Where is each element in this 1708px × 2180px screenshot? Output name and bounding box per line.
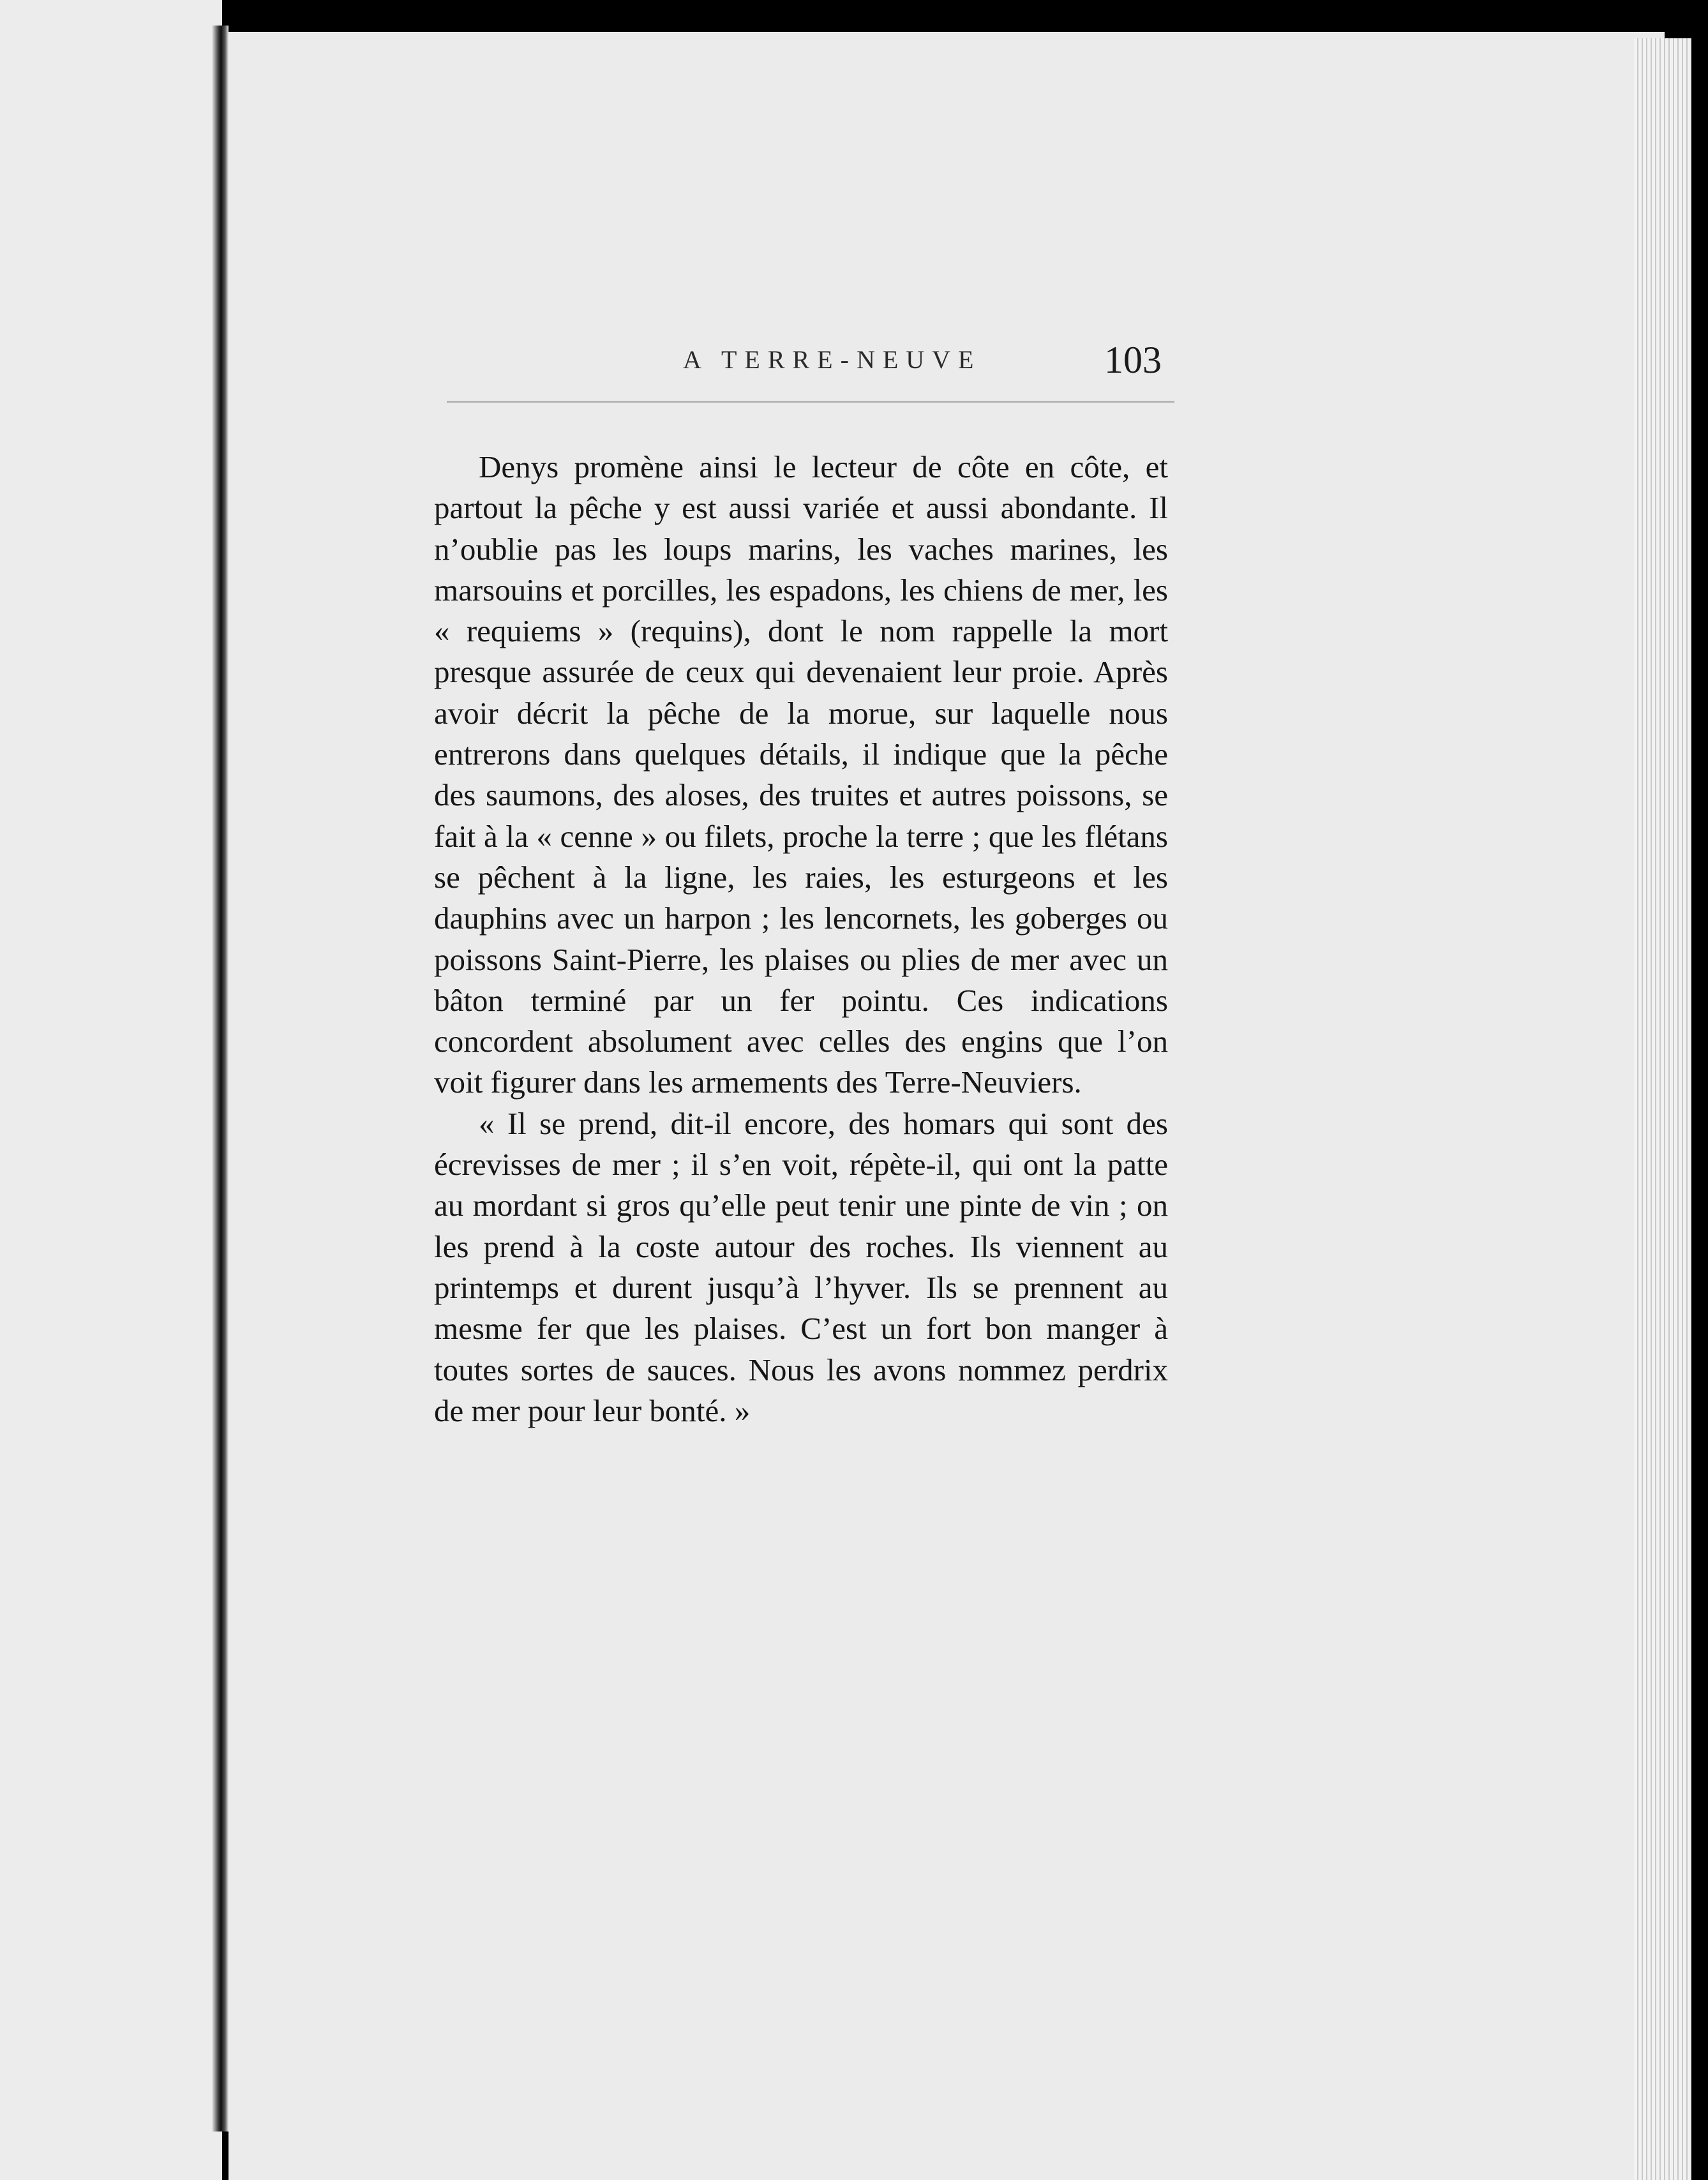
page-number: 103 [1104, 339, 1162, 381]
book-gutter [212, 26, 228, 2131]
paragraph-2: « Il se prend, dit-il encore, des homars qui sont des écrevisses de mer ; il s’en voit, répète-il, qui ont la patte au mordant si gros qu’elle peut tenir une pinte de vin ; on les prend à la coste autour des roches. Ils viennent au printemps et durent jusqu’à l’hyver. Ils se prennent au mesme fer que les plaises. C’est un fort bon manger à toutes sortes de sauces. Nous les avons nommez perdrix de mer pour leur bonté. » [434, 1105, 1168, 1428]
paragraph-1: Denys promène ainsi le lecteur de côte en côte, et partout la pêche y est aussi variée et aussi abondante. Il n’oublie pas les loups marins, les vaches marines, les marsouins et porcilles, les espadons, les chiens de mer, les « requiems » (requins), dont le nom rappelle la mort presque assurée de ceux qui devenaient leur proie. Après avoir décrit la pêche de la morue, sur laquelle nous entrerons dans quelques détails, il indique que la pêche des saumons, des aloses, des truites et autres poissons, se fait à la « cenne » ou filets, proche la terre ; que les flétans se pêchent à la ligne, les raies, les esturgeons et les dauphins avec un harpon ; les lencornets, les goberges ou poissons Saint-Pierre, les plaises ou plies de mer avec un bâton terminé par un fer pointu. Ces indications concordent absolument avec celles des engins que l’on voit figurer dans les armements des Terre-Neuviers. [434, 449, 1168, 1100]
left-page [0, 0, 222, 2180]
running-head [677, 339, 1494, 383]
body-text [434, 447, 1168, 1431]
page-edges [1634, 38, 1691, 2180]
scan-border [1691, 0, 1708, 2180]
running-title: A TERRE-NEUVE [683, 345, 982, 374]
header-rule [447, 401, 1174, 403]
